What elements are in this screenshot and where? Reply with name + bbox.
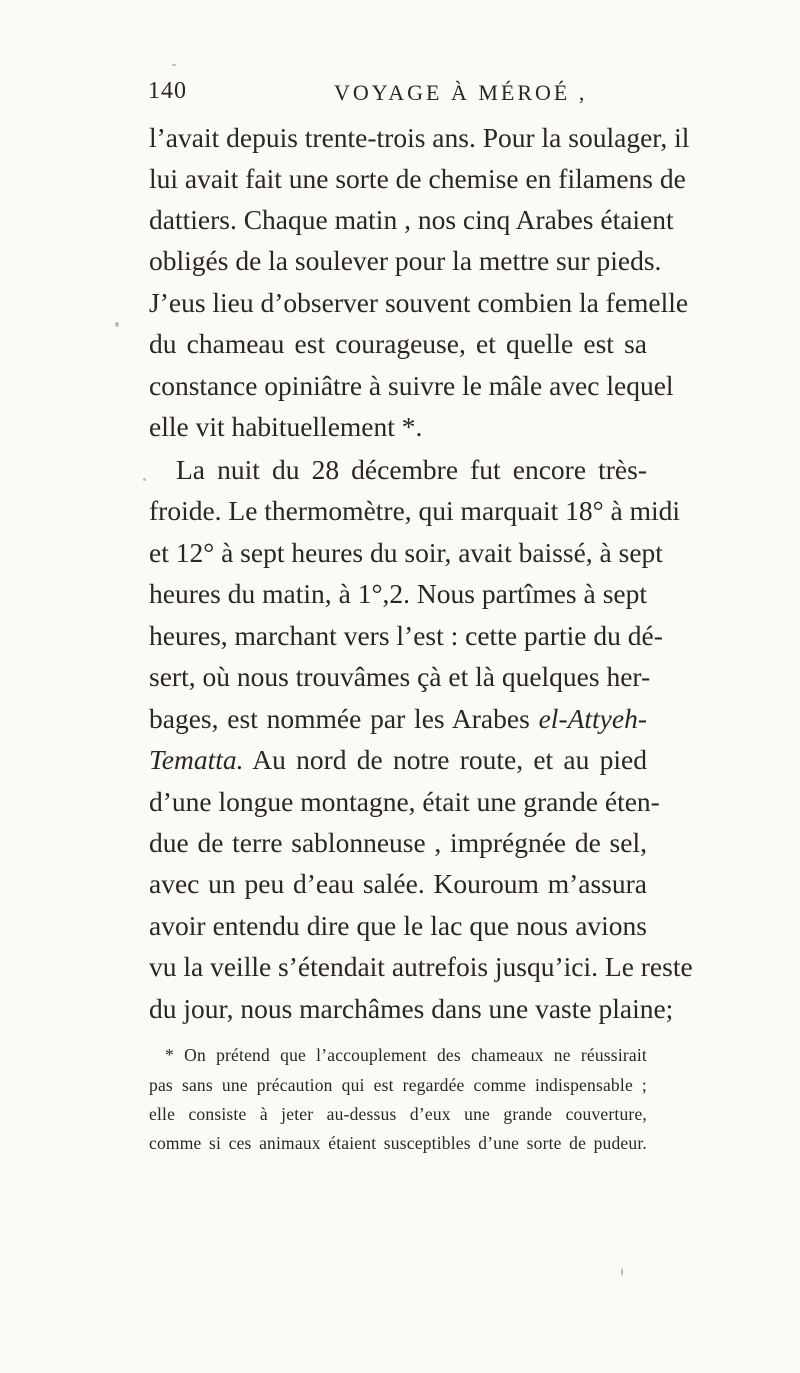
text-line: sert, où nous trouvâmes çà et là quelques her- — [149, 661, 651, 692]
text-line: du jour, nous marchâmes dans une vaste plaine; — [149, 993, 674, 1024]
text-line: heures du matin, à 1°,2. Nous partîmes à sept — [149, 578, 647, 609]
text-line: J’eus lieu d’observer souvent combien la femelle — [149, 287, 689, 318]
text-line: lui avait fait une sorte de chemise en filamens de — [149, 163, 686, 194]
text-line: La nuit du 28 décembre fut encore très- — [176, 454, 647, 485]
text-line: dattiers. Chaque matin , nos cinq Arabes étaient — [149, 204, 674, 235]
running-title: VOYAGE À MÉROÉ , — [334, 80, 588, 105]
text-segment: bages, est nommée par les Arabes — [149, 703, 539, 734]
page-number: 140 — [148, 78, 187, 104]
text-line: du chameau est courageuse, et quelle est sa — [149, 328, 647, 359]
text-line: vu la veille s’étendait autrefois jusqu’ici. Le reste — [149, 951, 693, 982]
paper-speck — [621, 1268, 623, 1276]
text-line: avoir entendu dire que le lac que nous avions — [149, 910, 647, 941]
text-line: avec un peu d’eau salée. Kouroum m’assura — [149, 868, 647, 899]
footnote-line: elle consiste à jeter au-dessus d’eux une grande couverture, — [149, 1104, 647, 1124]
text-line: et 12° à sept heures du soir, avait baissé, à sept — [149, 537, 663, 568]
place-name-italic: Tematta. — [149, 744, 244, 775]
footnote-line: * On prétend que l’accouplement des chameaux ne réussirait — [165, 1045, 647, 1065]
text-line: froide. Le thermomètre, qui marquait 18° à midi — [149, 495, 681, 526]
paper-speck — [143, 478, 146, 481]
text-segment: Au nord de notre route, et au pied — [243, 744, 647, 775]
text-line: constance opiniâtre à suivre le mâle avec lequel — [149, 370, 674, 401]
text-line: d’une longue montagne, était une grande éten- — [149, 786, 660, 817]
footnote-line: comme si ces animaux étaient susceptibles d’une sorte de pudeur. — [149, 1133, 647, 1153]
paper-speck — [172, 64, 176, 66]
text-line: elle vit habituellement *. — [149, 411, 423, 442]
page-header — [148, 78, 648, 118]
text-line — [149, 702, 647, 736]
text-line: obligés de la soulever pour la mettre sur pieds. — [149, 245, 662, 276]
footnote-line: pas sans une précaution qui est regardée comme indispensable ; — [149, 1075, 647, 1095]
text-line: due de terre sablonneuse , imprégnée de sel, — [149, 827, 647, 858]
text-line — [149, 743, 647, 777]
text-line: l’avait depuis trente-trois ans. Pour la soulager, il — [149, 122, 690, 153]
text-line: heures, marchant vers l’est : cette partie du dé- — [149, 620, 663, 651]
place-name-italic: el-Attyeh- — [538, 703, 647, 734]
paper-speck — [115, 322, 119, 327]
